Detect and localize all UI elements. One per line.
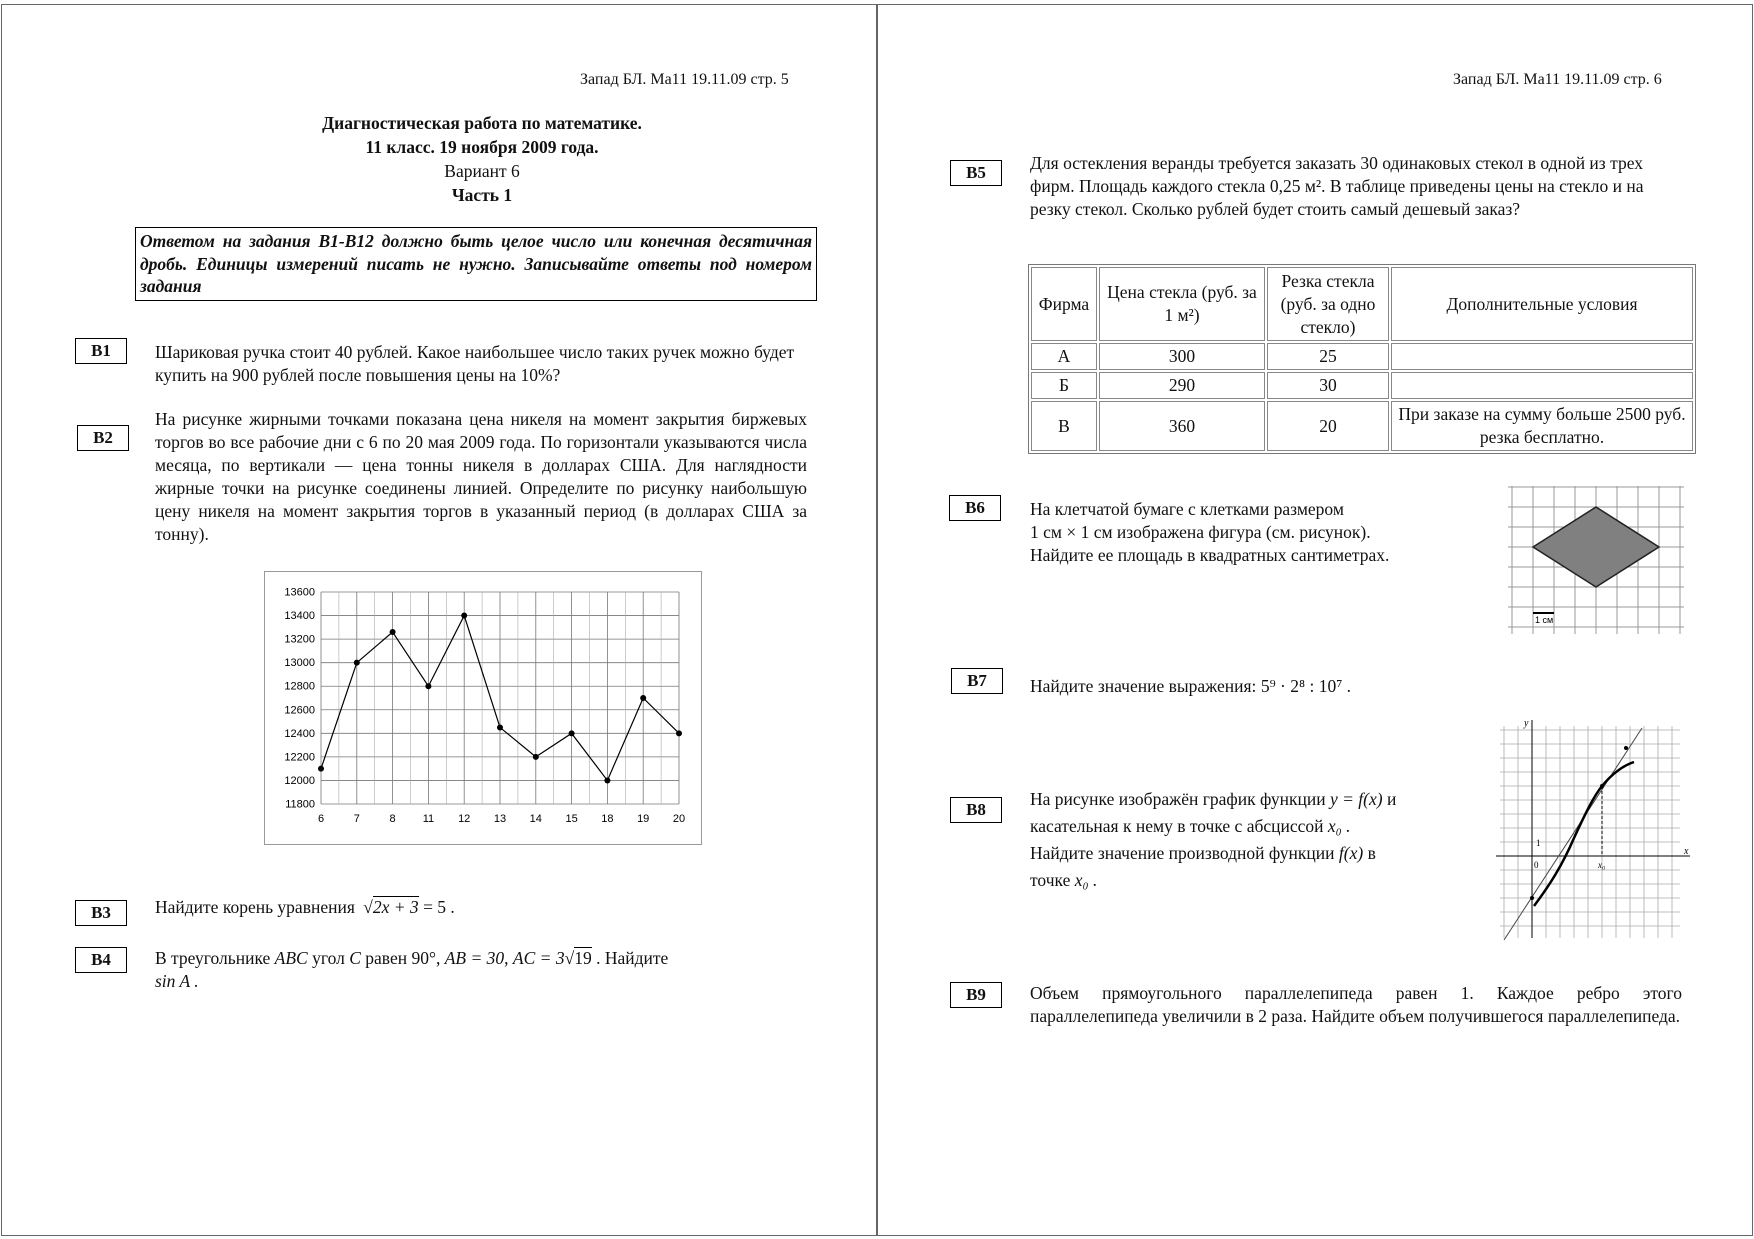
b4-ac-radicand: 19 <box>574 948 592 968</box>
b4-ac: AC = 3 <box>512 948 565 968</box>
b4-angle-word: угол <box>312 948 345 968</box>
table-cell: 30 <box>1267 372 1389 399</box>
task-label-b6: B6 <box>949 495 1001 521</box>
y-tick-label: 13200 <box>284 633 315 646</box>
task-label-b4: B4 <box>75 947 127 973</box>
b4-equals-word: равен <box>365 948 408 968</box>
table-cell <box>1391 343 1693 370</box>
price-point <box>640 695 646 701</box>
title-line-1: Диагностическая работа по математике. <box>322 113 642 133</box>
b6-line-3: Найдите ее площадь в квадратных сантиметрах. <box>1030 545 1390 565</box>
sqrt-expression: √2x + 3 <box>363 897 419 917</box>
b8-line2-text: касательная к нему в точке с абсциссой <box>1030 816 1324 836</box>
price-point <box>497 724 503 730</box>
radicand: 2x + 3 <box>372 897 419 917</box>
x-tick-label: 20 <box>672 813 686 825</box>
x-tick-label: 13 <box>493 813 507 825</box>
rhombus-figure <box>1508 486 1684 634</box>
b8-line3-text: Найдите значение производной функции <box>1030 843 1335 863</box>
table-cell: 300 <box>1099 343 1265 370</box>
table-header-cell: Фирма <box>1031 267 1097 341</box>
tangent-line <box>1504 728 1642 940</box>
task-b4-text: В треугольнике ABC угол C равен 90°, AB = 30, AC = 3√19 . Найдите sin A . <box>155 948 669 991</box>
y-tick-label: 13600 <box>284 586 315 599</box>
price-point <box>461 613 467 619</box>
x-tick-label: 6 <box>317 813 325 825</box>
x-tick-label: 18 <box>601 813 614 825</box>
b4-suffix: . Найдите <box>596 948 669 968</box>
b3-text-before: Найдите корень уравнения <box>155 897 355 917</box>
task-b3-text <box>155 896 795 919</box>
table-cell: При заказе на сумму больше 2500 руб. резка бесплатно. <box>1391 401 1693 451</box>
task-label-b3: B3 <box>75 900 127 926</box>
task-label-b5: B5 <box>950 160 1002 186</box>
table-cell: Б <box>1031 372 1097 399</box>
table-cell: 25 <box>1267 343 1389 370</box>
table-header-cell: Цена стекла (руб. за 1 м²) <box>1099 267 1265 341</box>
task-label-b8: B8 <box>950 797 1002 823</box>
price-point <box>604 777 610 783</box>
b3-text-after: = 5 . <box>423 897 455 917</box>
price-point <box>354 660 360 666</box>
task-b6-text <box>1030 498 1460 567</box>
scale-label: 1 см <box>1535 615 1554 625</box>
b8-line1-text: На рисунке изображён график функции <box>1030 789 1326 809</box>
x-tick-label: 8 <box>389 813 396 825</box>
function-graph <box>1494 716 1694 942</box>
table-row <box>1031 343 1693 370</box>
tangent-marker-bottom <box>1530 896 1534 900</box>
b6-line-1: На клетчатой бумаге с клетками размером <box>1030 499 1344 519</box>
y-tick-label: 12400 <box>284 727 315 740</box>
table-cell <box>1391 372 1693 399</box>
table-cell: В <box>1031 401 1097 451</box>
x-tick-label: 14 <box>529 813 542 825</box>
task-label-b2: B2 <box>77 425 129 451</box>
b8-line-1 <box>1030 786 1470 813</box>
price-point <box>390 629 396 635</box>
b4-abc: ABC <box>274 948 308 968</box>
price-point <box>425 683 431 689</box>
price-point <box>569 730 575 736</box>
b8-function: y = f(x) <box>1329 789 1383 809</box>
table-cell: 360 <box>1099 401 1265 451</box>
b4-c: C <box>349 948 361 968</box>
table-row <box>1031 401 1693 451</box>
b8-line-3 <box>1030 840 1470 867</box>
task-label-b1: B1 <box>75 338 127 364</box>
y-tick-label: 11800 <box>285 798 315 811</box>
y-tick-label: 12600 <box>284 704 315 717</box>
y-tick-label: 13400 <box>284 610 315 623</box>
unit-label: 1 <box>1536 838 1541 848</box>
price-point <box>676 730 682 736</box>
table-cell: 290 <box>1099 372 1265 399</box>
b8-fx: f(x) <box>1338 843 1364 863</box>
x-axis-label: x <box>1684 846 1689 857</box>
page-header: Запад БЛ. Ма11 19.11.09 стр. 6 <box>1453 71 1662 88</box>
function-curve <box>1534 762 1634 906</box>
x-tick-label: 11 <box>422 813 435 825</box>
x-tick-label: 7 <box>353 813 360 825</box>
b8-line-4 <box>1030 867 1470 894</box>
table-cell: А <box>1031 343 1097 370</box>
instruction-box: Ответом на задания В1-В12 должно быть целое число или конечная десятичная дробь. Единицы измерений писать не нужно. Записывайте ответы под номером задания <box>135 227 817 301</box>
task-label-b9: B9 <box>950 982 1002 1008</box>
b4-angle-value: 90° <box>411 948 436 968</box>
y-tick-label: 12000 <box>284 774 315 787</box>
b8-x0: x₀ . <box>1327 816 1351 836</box>
b4-ac-sqrt: √19 <box>564 948 592 968</box>
b4-sin: sin A . <box>155 971 199 991</box>
table-header-cell: Дополнительные условия <box>1391 267 1693 341</box>
title-line-4: Часть 1 <box>451 185 513 205</box>
y-tick-label: 13000 <box>284 657 315 670</box>
b8-line3-in: в <box>1367 843 1376 863</box>
task-b8-text <box>1030 786 1470 894</box>
b7-expression: 5⁹ · 2⁸ : 10⁷ . <box>1260 676 1352 696</box>
table-header-cell: Резка стекла (руб. за одно стекло) <box>1267 267 1389 341</box>
y-axis-label: y <box>1524 718 1529 729</box>
task-b7-text <box>1030 675 1530 698</box>
table-header-row <box>1031 267 1693 341</box>
x-tick-label: 19 <box>637 813 650 825</box>
firm-price-table <box>1028 264 1696 454</box>
price-point <box>318 766 324 772</box>
page-title <box>2 111 962 207</box>
b8-x0-end: x₀ . <box>1074 870 1098 890</box>
b8-line1-and: и <box>1386 789 1397 809</box>
b4-ab: AB = 30 <box>444 948 505 968</box>
b6-line-2: 1 см × 1 см изображена фигура (см. рисунок). <box>1030 522 1371 542</box>
tangent-marker-top <box>1624 746 1628 750</box>
title-line-2: 11 класс. 19 ноября 2009 года. <box>365 137 599 157</box>
y-tick-label: 12200 <box>284 751 315 764</box>
b8-line4-text: точке <box>1030 870 1071 890</box>
table-row <box>1031 372 1693 399</box>
task-b1-text: Шариковая ручка стоит 40 рублей. Какое наибольшее число таких ручек можно будет купить на 900 рублей после повышения цены на 10%? <box>155 342 795 385</box>
task-b5-text: Для остекления веранды требуется заказать 30 одинаковых стекол в одной из трех фирм. Площадь каждого стекла 0,25 м². В таблице приведены цены на стекло и на резку стекол. Сколько рублей будет стоить самый дешевый заказ? <box>1030 153 1644 219</box>
rhombus-shape <box>1533 507 1659 587</box>
graph-grid <box>1500 726 1680 938</box>
y-tick-label: 12800 <box>284 680 315 693</box>
tangent-point <box>1600 784 1604 788</box>
title-line-3: Вариант 6 <box>444 161 520 181</box>
table-cell: 20 <box>1267 401 1389 451</box>
nickel-price-chart <box>264 571 702 845</box>
x-tick-label: 15 <box>565 813 578 825</box>
task-b9-text: Объем прямоугольного параллелепипеда равен 1. Каждое ребро этого параллелепипеда увеличили в 2 раза. Найдите объем получившегося параллелепипеда. <box>1030 983 1682 1026</box>
x0-label: x₀ <box>1598 860 1606 870</box>
price-point <box>533 754 539 760</box>
b4-prefix: В треугольнике <box>155 948 271 968</box>
task-b2-text: На рисунке жирными точками показана цена никеля на момент закрытия биржевых торгов во все рабочие дни с 6 по 20 мая 2009 года. По горизонтали указываются числа месяца, по вертикали — цена тонны никеля в долларах США. Для наглядности жирные точки на рисунке соединены линией. Определите по рисунку наибольшую цену никеля на момент закрытия торгов в указанный период (в долларах США за тонну). <box>155 409 807 544</box>
task-label-b7: B7 <box>951 668 1003 694</box>
b7-text: Найдите значение выражения: <box>1030 676 1257 696</box>
x-tick-label: 12 <box>458 813 471 825</box>
origin-label: 0 <box>1534 860 1539 870</box>
left-page <box>1 4 877 1236</box>
page-header: Запад БЛ. Ма11 19.11.09 стр. 5 <box>580 71 789 88</box>
b8-line-2 <box>1030 813 1470 840</box>
